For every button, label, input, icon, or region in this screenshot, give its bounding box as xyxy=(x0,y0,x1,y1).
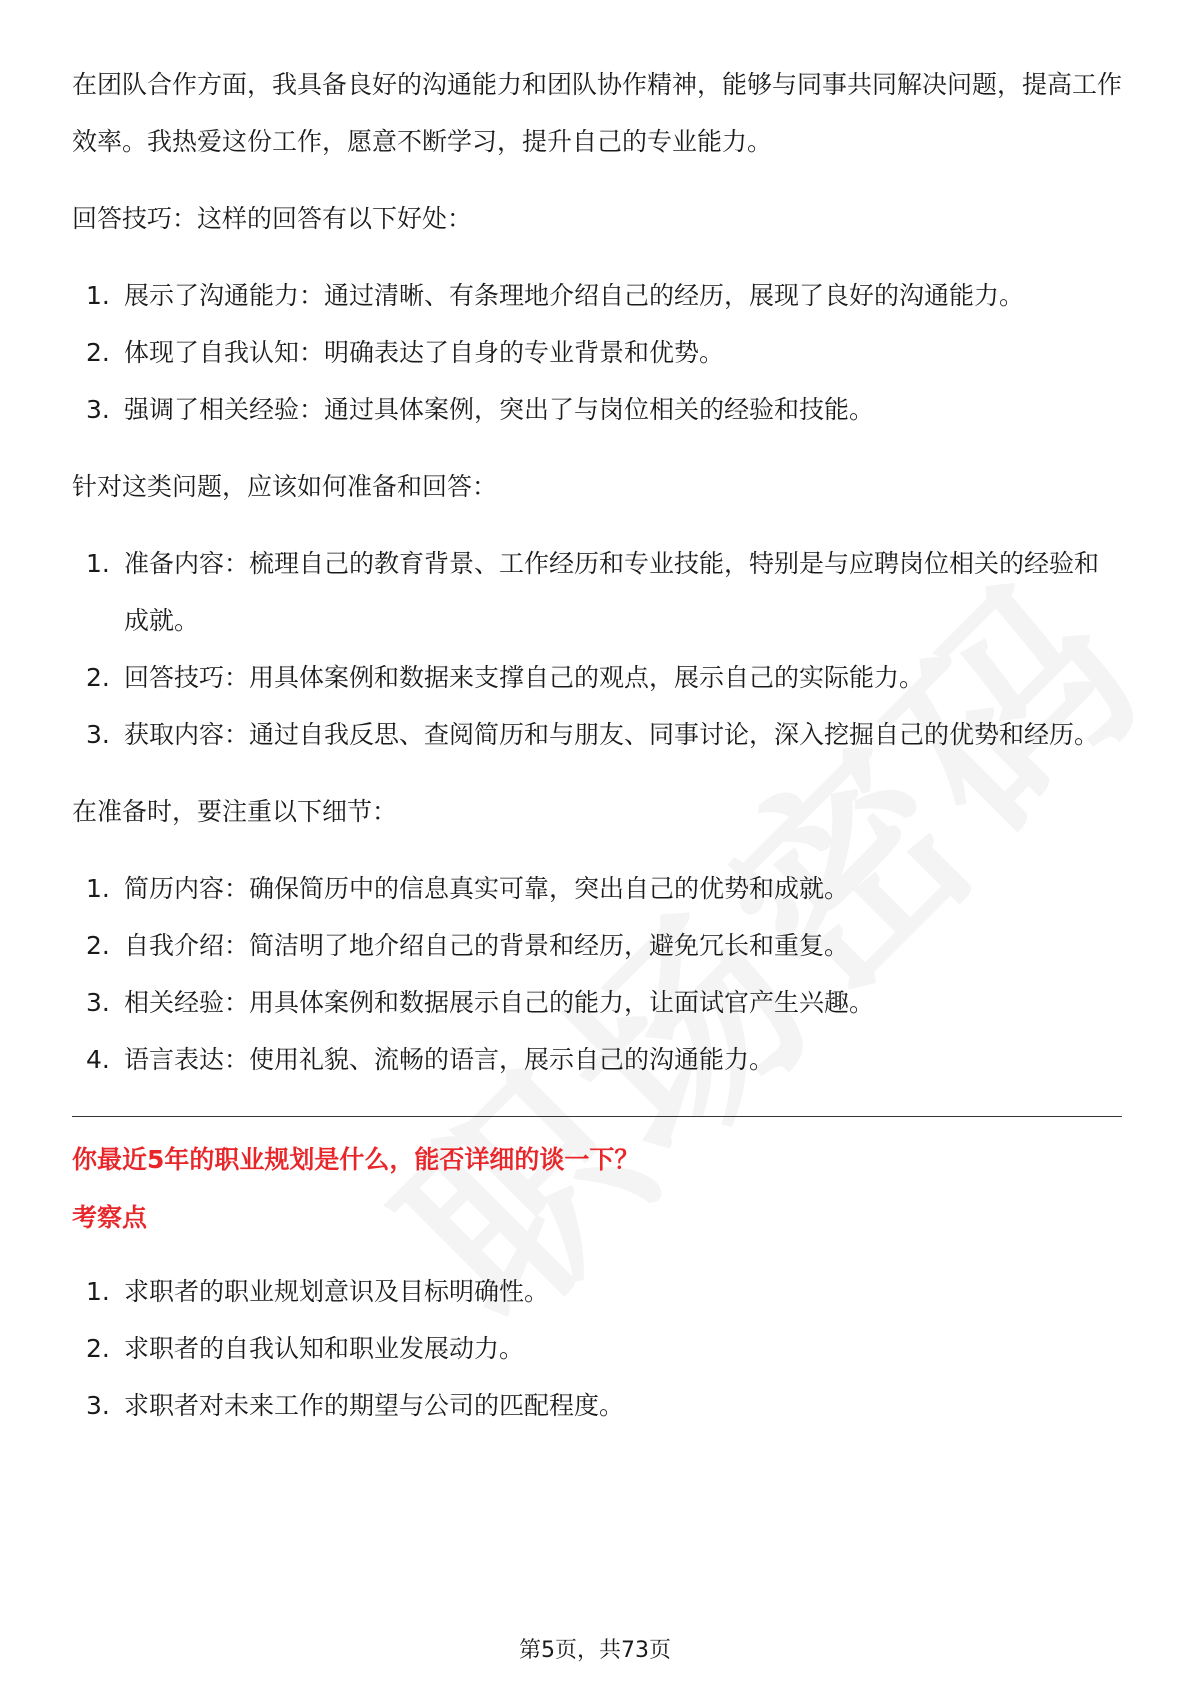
list-item xyxy=(72,974,1122,1031)
prepare-heading: 针对这类问题，应该如何准备和回答： xyxy=(72,472,498,501)
list-item-text: 简历内容：确保简历中的信息真实可靠，突出自己的优势和成就。 xyxy=(124,874,850,903)
list-number: 3. xyxy=(86,395,110,424)
prepare-list xyxy=(72,535,1122,763)
intro-paragraph: 在团队合作方面，我具备良好的沟通能力和团队协作精神，能够与同事共同解决问题，提高工作效率。我热爱这份工作，愿意不断学习，提升自己的专业能力。 xyxy=(72,70,1123,156)
list-item xyxy=(72,1031,1122,1088)
list-item xyxy=(72,860,1122,917)
list-item-text: 语言表达：使用礼貌、流畅的语言，展示自己的沟通能力。 xyxy=(124,1045,775,1074)
list-number: 1. xyxy=(86,1277,110,1306)
list-item-text: 求职者的自我认知和职业发展动力。 xyxy=(124,1334,525,1363)
tips-heading: 回答技巧：这样的回答有以下好处： xyxy=(72,204,473,233)
list-item-text: 展示了沟通能力：通过清晰、有条理地介绍自己的经历，展现了良好的沟通能力。 xyxy=(124,281,1025,310)
list-item xyxy=(72,324,1122,381)
section-divider xyxy=(72,1116,1122,1117)
list-item xyxy=(72,381,1122,438)
page-footer: 第5页，共73页 xyxy=(519,1638,671,1663)
list-item-text: 相关经验：用具体案例和数据展示自己的能力，让面试官产生兴趣。 xyxy=(124,988,875,1017)
list-number: 3. xyxy=(86,1391,110,1420)
list-item xyxy=(72,1377,1122,1434)
list-item xyxy=(72,1263,1122,1320)
list-number: 2. xyxy=(86,1334,110,1363)
tips-list xyxy=(72,267,1122,438)
list-item-text: 回答技巧：用具体案例和数据来支撑自己的观点，展示自己的实际能力。 xyxy=(124,663,925,692)
list-number: 3. xyxy=(86,720,110,749)
list-number: 1. xyxy=(86,281,110,310)
list-item-text: 获取内容：通过自我反思、查阅简历和与朋友、同事讨论，深入挖掘自己的优势和经历。 xyxy=(124,720,1100,749)
list-item-text: 强调了相关经验：通过具体案例，突出了与岗位相关的经验和技能。 xyxy=(124,395,875,424)
list-item xyxy=(72,267,1122,324)
list-item xyxy=(72,649,1122,706)
question-heading: 你最近5年的职业规划是什么，能否详细的谈一下？ xyxy=(72,1145,640,1174)
list-item-text: 求职者的职业规划意识及目标明确性。 xyxy=(124,1277,550,1306)
list-number: 2. xyxy=(86,931,110,960)
list-number: 1. xyxy=(86,874,110,903)
focus-list xyxy=(72,1263,1122,1434)
details-list xyxy=(72,860,1122,1088)
list-item xyxy=(72,1320,1122,1377)
list-item-text: 自我介绍：简洁明了地介绍自己的背景和经历，避免冗长和重复。 xyxy=(124,931,850,960)
list-item xyxy=(72,535,1122,649)
list-item-text: 准备内容：梳理自己的教育背景、工作经历和专业技能，特别是与应聘岗位相关的经验和成就。 xyxy=(124,549,1100,635)
list-number: 1. xyxy=(86,549,110,578)
list-item-text: 求职者对未来工作的期望与公司的匹配程度。 xyxy=(124,1391,625,1420)
list-number: 2. xyxy=(86,663,110,692)
page-content xyxy=(72,56,1122,1434)
details-heading: 在准备时，要注重以下细节： xyxy=(72,797,398,826)
list-number: 2. xyxy=(86,338,110,367)
focus-heading: 考察点 xyxy=(72,1203,148,1232)
list-item xyxy=(72,917,1122,974)
list-item-text: 体现了自我认知：明确表达了自身的专业背景和优势。 xyxy=(124,338,725,367)
list-number: 3. xyxy=(86,988,110,1017)
list-item xyxy=(72,706,1122,763)
list-number: 4. xyxy=(86,1045,110,1074)
